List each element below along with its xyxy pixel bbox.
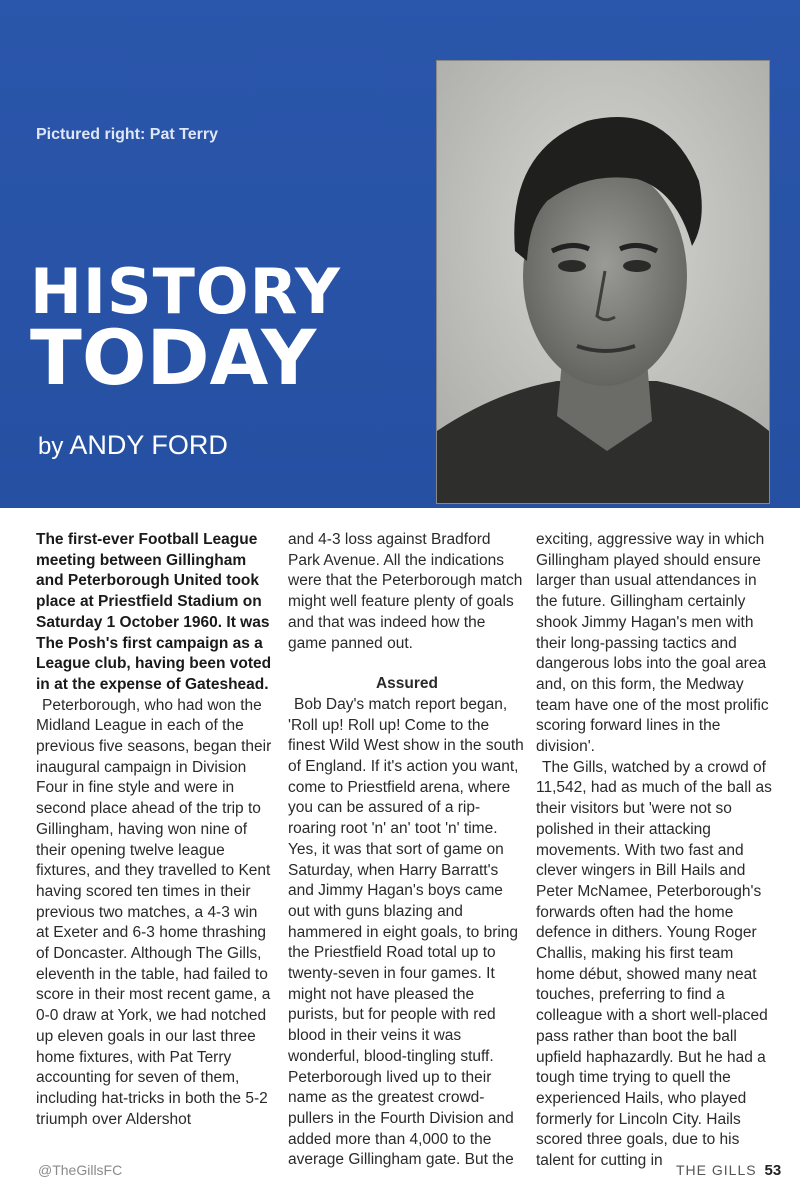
article-column-2 bbox=[288, 530, 526, 1171]
page-number: 53 bbox=[764, 1162, 782, 1179]
article-column-1 bbox=[36, 530, 274, 1130]
social-handle: @TheGillsFC bbox=[38, 1162, 123, 1178]
author-byline bbox=[38, 430, 228, 461]
article-column-3 bbox=[536, 530, 774, 1172]
title-line-2: TODAY bbox=[30, 312, 317, 402]
article-lead: The first-ever Football League meeting between Gillingham and Peterborough United took place at Priestfield Stadium on Saturday 1 October 1960. It was The Posh's first campaign as a League club, having been voted in at the expense of Gateshead. bbox=[36, 531, 272, 693]
magazine-name: THE GILLS bbox=[676, 1162, 757, 1178]
title-line-1: HISTORY bbox=[30, 255, 341, 328]
article-paragraph: The Gills, watched by a crowd of 11,542, had as much of the ball as their visitors but 'were not so polished in their attacking movements. With two fast and clever wingers in Bill Hails and Peter McNamee, Peterborough's forwards often had the home defence in dithers. Young Roger Challis, making his first team home début, showed many neat touches, preferring to find a colleague with a short well-placed pass rather than boot the ball upfield haphazardly. But he had a tough time trying to quell the experienced Hails, who played formerly for Lincoln City. Hails scored three goals, due to his talent for cutting in bbox=[536, 758, 772, 1170]
page-footer bbox=[676, 1162, 781, 1179]
article-subheading: Assured bbox=[375, 675, 439, 693]
article-paragraph: Bob Day's match report began, 'Roll up! Roll up! Come to the finest Wild West show in the south of England. If it's action you want, come to Priestfield arena, where you can be assured of a rip-roaring root 'n' an' toot 'n' time. Yes, it was that sort of game on Saturday, when Harry Barratt's and Jimmy Hagan's boys came out with guns blazing and hammered in eight goals, to bring the Priestfield Road total up to twenty-seven in four games. It might not have pleased the purists, but for people with red blood in their veins it was wonderful, blood-tingling stuff. Peterborough lived up to their name as the greatest crowd-pullers in the Fourth Division and added more than 4,000 to the average Gillingham gate. But the bbox=[288, 695, 524, 1169]
portrait-photo bbox=[436, 60, 770, 504]
article-paragraph: Peterborough, who had won the Midland League in each of the previous five seasons, began their inaugural campaign in Division Four in fine style and were in second place ahead of the trip to Gillingham, having won nine of their opening twelve league fixtures, and they travelled to Kent having scored ten times in their previous two matches, a 4-3 win at Exeter and 6-3 home thrashing of Doncaster. Although The Gills, eleventh in the table, had failed to score in their most recent game, a 0-0 draw at York, we had notched up eleven goals in our last three home fixtures, with Pat Terry accounting for seven of them, including hat-tricks in both the 5-2 triumph over Aldershot bbox=[36, 696, 272, 1128]
article-paragraph: and 4-3 loss against Bradford Park Avenue. All the indications were that the Peterborough match might well feature plenty of goals and that was indeed how the game panned out. bbox=[288, 531, 523, 652]
portrait-photo-icon bbox=[437, 61, 769, 503]
byline-name: ANDY FORD bbox=[69, 430, 228, 460]
byline-prefix: by bbox=[38, 433, 64, 460]
page-title bbox=[30, 255, 341, 402]
photo-caption: Pictured right: Pat Terry bbox=[36, 126, 218, 143]
article-paragraph: exciting, aggressive way in which Gillingham played should ensure larger than usual attendances in the future. Gillingham certainly shook Jimmy Hagan's men with their long-passing tactics and dangerous lobs into the goal area and, on this form, the Medway team have one of the most prolific scoring forward lines in the division'. bbox=[536, 531, 769, 756]
